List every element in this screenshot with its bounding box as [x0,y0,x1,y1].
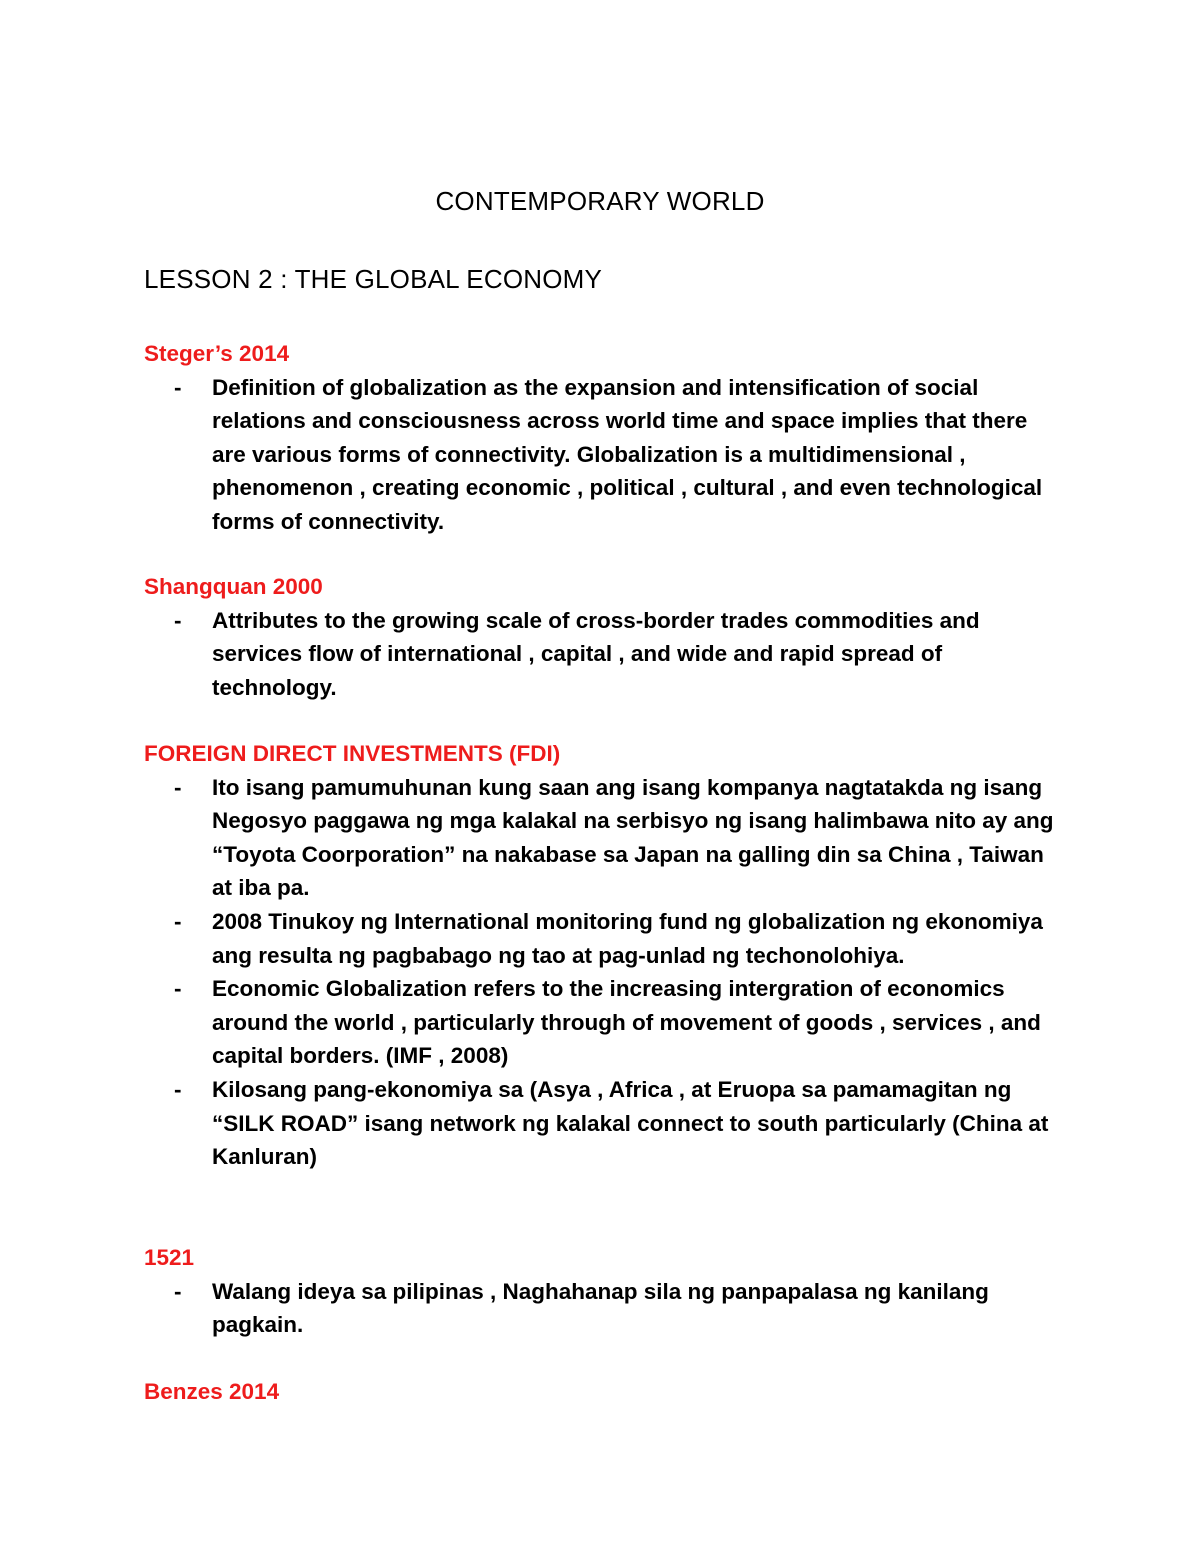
lesson-title: LESSON 2 : THE GLOBAL ECONOMY [144,264,603,294]
dash-bullet: - [174,1076,182,1102]
list-item-text: 2008 Tinukoy ng International monitoring fund ng globalization ng ekonomiya ang resulta ng pagbabago ng tao at pag-unlad ng techonolohiya. [212,908,1043,968]
list-item [144,371,1064,539]
section-heading: FOREIGN DIRECT INVESTMENTS (FDI) [144,741,561,766]
section-heading: Benzes 2014 [144,1379,280,1404]
section-stegers-2014 [144,337,1064,539]
bullet-list [144,771,1064,1174]
document-title: CONTEMPORARY WORLD [435,186,765,216]
section-1521 [144,1241,1064,1342]
bullet-list [144,604,1064,705]
section-heading: Shangquan 2000 [144,574,323,599]
list-item-text: Economic Globalization refers to the increasing intergration of economics around the world , particularly through of movement of goods , services , and capital borders. (IMF , 2008) [212,976,1041,1069]
list-item [144,1275,1064,1342]
list-item [144,771,1064,905]
bullet-list [144,1275,1064,1342]
list-item-text: Ito isang pamumuhunan kung saan ang isang kompanya nagtatakda ng isang Negosyo paggawa ng mga kalakal na serbisyo ng isang halimbawa nito ay ang “Toyota Coorporation” na nakabase sa Japan na galling din sa China , Taiwan at iba pa. [212,774,1054,901]
section-fdi [144,737,1064,1174]
dash-bullet: - [174,976,182,1002]
list-item-text: Walang ideya sa pilipinas , Naghahanap sila ng panpapalasa ng kanilang pagkain. [212,1278,989,1338]
list-item [144,972,1064,1073]
list-item-text: Definition of globalization as the expansion and intensification of social relations and consciousness across world time and space implies that there are various forms of connectivity. Globalization is a multidimensional , phenomenon , creating economic , political , cultural , and even technological forms of connectivity. [212,374,1043,534]
bullet-list [144,371,1064,539]
section-heading: 1521 [144,1245,195,1270]
list-item-text: Kilosang pang-ekonomiya sa (Asya , Africa , at Eruopa sa pamamagitan ng “SILK ROAD” isang network ng kalakal connect to south particularly (China at Kanluran) [212,1076,1049,1170]
dash-bullet: - [174,607,182,633]
dash-bullet: - [174,908,182,934]
dash-bullet: - [174,774,182,800]
section-shangquan-2000 [144,570,1064,704]
dash-bullet: - [174,1278,182,1304]
dash-bullet: - [174,374,182,400]
list-item [144,905,1064,972]
list-item [144,1073,1064,1174]
section-heading: Steger’s 2014 [144,341,290,366]
list-item [144,604,1064,705]
list-item-text: Attributes to the growing scale of cross-border trades commodities and services flow of international , capital , and wide and rapid spread of technology. [212,607,980,700]
section-benzes-2014 [144,1375,1064,1409]
